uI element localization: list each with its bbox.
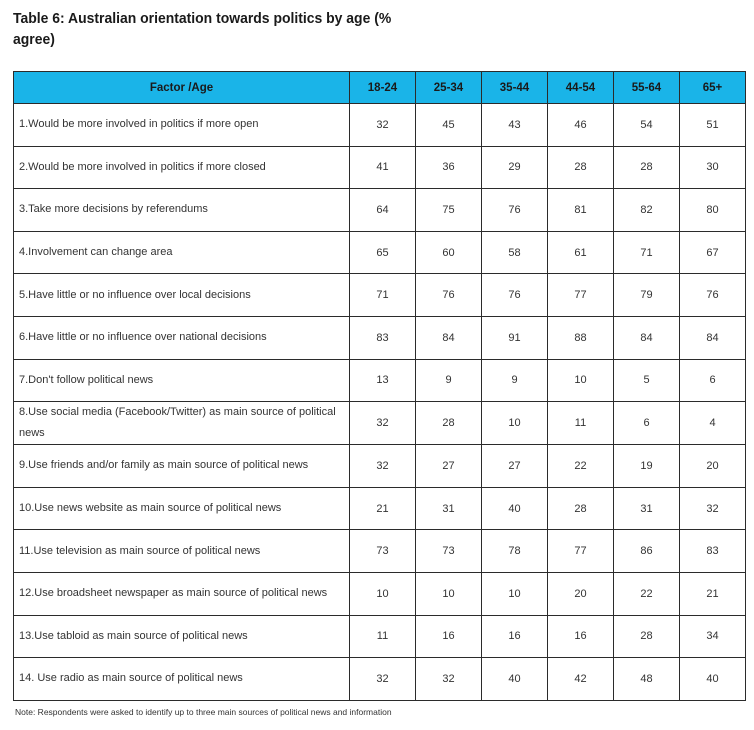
value-cell: 83 [350, 316, 416, 359]
column-header-65-plus: 65+ [680, 72, 746, 104]
column-header-55-64: 55-64 [614, 72, 680, 104]
value-cell: 22 [614, 572, 680, 615]
table-row [14, 487, 746, 530]
factor-cell: 9.Use friends and/or family as main source of political news [14, 445, 350, 488]
value-cell: 67 [680, 231, 746, 274]
value-cell: 76 [416, 274, 482, 317]
value-cell: 28 [614, 146, 680, 189]
value-cell: 6 [614, 402, 680, 445]
table-body [14, 104, 746, 701]
value-cell: 6 [680, 359, 746, 402]
value-cell: 28 [614, 615, 680, 658]
value-cell: 42 [548, 658, 614, 701]
factor-cell: 1.Would be more involved in politics if more open [14, 104, 350, 147]
value-cell: 65 [350, 231, 416, 274]
value-cell: 11 [350, 615, 416, 658]
value-cell: 79 [614, 274, 680, 317]
value-cell: 73 [350, 530, 416, 573]
table-row [14, 530, 746, 573]
value-cell: 29 [482, 146, 548, 189]
value-cell: 27 [416, 445, 482, 488]
factor-cell: 2.Would be more involved in politics if more closed [14, 146, 350, 189]
value-cell: 45 [416, 104, 482, 147]
factor-cell: 8.Use social media (Facebook/Twitter) as main source of political news [14, 402, 350, 445]
value-cell: 31 [614, 487, 680, 530]
table-row [14, 104, 746, 147]
value-cell: 48 [614, 658, 680, 701]
value-cell: 9 [482, 359, 548, 402]
factor-cell: 7.Don't follow political news [14, 359, 350, 402]
table-row [14, 615, 746, 658]
value-cell: 13 [350, 359, 416, 402]
value-cell: 46 [548, 104, 614, 147]
table-row [14, 402, 746, 445]
value-cell: 86 [614, 530, 680, 573]
value-cell: 64 [350, 189, 416, 232]
column-header-18-24: 18-24 [350, 72, 416, 104]
column-header-35-44: 35-44 [482, 72, 548, 104]
value-cell: 75 [416, 189, 482, 232]
value-cell: 43 [482, 104, 548, 147]
value-cell: 16 [416, 615, 482, 658]
value-cell: 10 [482, 572, 548, 615]
value-cell: 19 [614, 445, 680, 488]
value-cell: 32 [350, 445, 416, 488]
value-cell: 51 [680, 104, 746, 147]
table-row [14, 572, 746, 615]
value-cell: 32 [680, 487, 746, 530]
value-cell: 76 [482, 274, 548, 317]
value-cell: 78 [482, 530, 548, 573]
data-table [13, 71, 746, 701]
column-header-44-54: 44-54 [548, 72, 614, 104]
value-cell: 88 [548, 316, 614, 359]
value-cell: 41 [350, 146, 416, 189]
value-cell: 10 [350, 572, 416, 615]
value-cell: 5 [614, 359, 680, 402]
header-row [14, 72, 746, 104]
table-title: Table 6: Australian orientation towards politics by age (% agree) [13, 10, 392, 48]
factor-cell: 4.Involvement can change area [14, 231, 350, 274]
value-cell: 32 [350, 402, 416, 445]
value-cell: 20 [548, 572, 614, 615]
value-cell: 10 [482, 402, 548, 445]
value-cell: 54 [614, 104, 680, 147]
value-cell: 16 [548, 615, 614, 658]
value-cell: 80 [680, 189, 746, 232]
value-cell: 20 [680, 445, 746, 488]
table-row [14, 359, 746, 402]
value-cell: 4 [680, 402, 746, 445]
value-cell: 28 [416, 402, 482, 445]
factor-cell: 5.Have little or no influence over local decisions [14, 274, 350, 317]
column-header-factor: Factor /Age [14, 72, 350, 104]
value-cell: 10 [416, 572, 482, 615]
table-row [14, 658, 746, 701]
value-cell: 61 [548, 231, 614, 274]
table-header [14, 72, 746, 104]
value-cell: 91 [482, 316, 548, 359]
value-cell: 77 [548, 274, 614, 317]
value-cell: 32 [350, 658, 416, 701]
value-cell: 36 [416, 146, 482, 189]
value-cell: 81 [548, 189, 614, 232]
value-cell: 32 [350, 104, 416, 147]
table-row [14, 445, 746, 488]
table-note: Note: Respondents were asked to identify up to three main sources of political news and information [15, 707, 392, 717]
value-cell: 28 [548, 146, 614, 189]
table-row [14, 231, 746, 274]
value-cell: 30 [680, 146, 746, 189]
value-cell: 40 [482, 487, 548, 530]
value-cell: 76 [680, 274, 746, 317]
value-cell: 76 [482, 189, 548, 232]
value-cell: 34 [680, 615, 746, 658]
value-cell: 27 [482, 445, 548, 488]
column-header-25-34: 25-34 [416, 72, 482, 104]
value-cell: 11 [548, 402, 614, 445]
value-cell: 32 [416, 658, 482, 701]
value-cell: 22 [548, 445, 614, 488]
value-cell: 31 [416, 487, 482, 530]
value-cell: 10 [548, 359, 614, 402]
table-row [14, 274, 746, 317]
value-cell: 82 [614, 189, 680, 232]
value-cell: 21 [350, 487, 416, 530]
factor-cell: 12.Use broadsheet newspaper as main source of political news [14, 572, 350, 615]
value-cell: 40 [680, 658, 746, 701]
value-cell: 83 [680, 530, 746, 573]
value-cell: 40 [482, 658, 548, 701]
value-cell: 60 [416, 231, 482, 274]
factor-cell: 13.Use tabloid as main source of political news [14, 615, 350, 658]
table-row [14, 316, 746, 359]
value-cell: 84 [680, 316, 746, 359]
value-cell: 84 [416, 316, 482, 359]
value-cell: 77 [548, 530, 614, 573]
value-cell: 9 [416, 359, 482, 402]
value-cell: 16 [482, 615, 548, 658]
factor-cell: 3.Take more decisions by referendums [14, 189, 350, 232]
value-cell: 71 [350, 274, 416, 317]
factor-cell: 11.Use television as main source of political news [14, 530, 350, 573]
value-cell: 84 [614, 316, 680, 359]
table-row [14, 146, 746, 189]
value-cell: 21 [680, 572, 746, 615]
value-cell: 73 [416, 530, 482, 573]
factor-cell: 10.Use news website as main source of political news [14, 487, 350, 530]
table-row [14, 189, 746, 232]
value-cell: 71 [614, 231, 680, 274]
value-cell: 28 [548, 487, 614, 530]
factor-cell: 14. Use radio as main source of political news [14, 658, 350, 701]
factor-cell: 6.Have little or no influence over national decisions [14, 316, 350, 359]
value-cell: 58 [482, 231, 548, 274]
